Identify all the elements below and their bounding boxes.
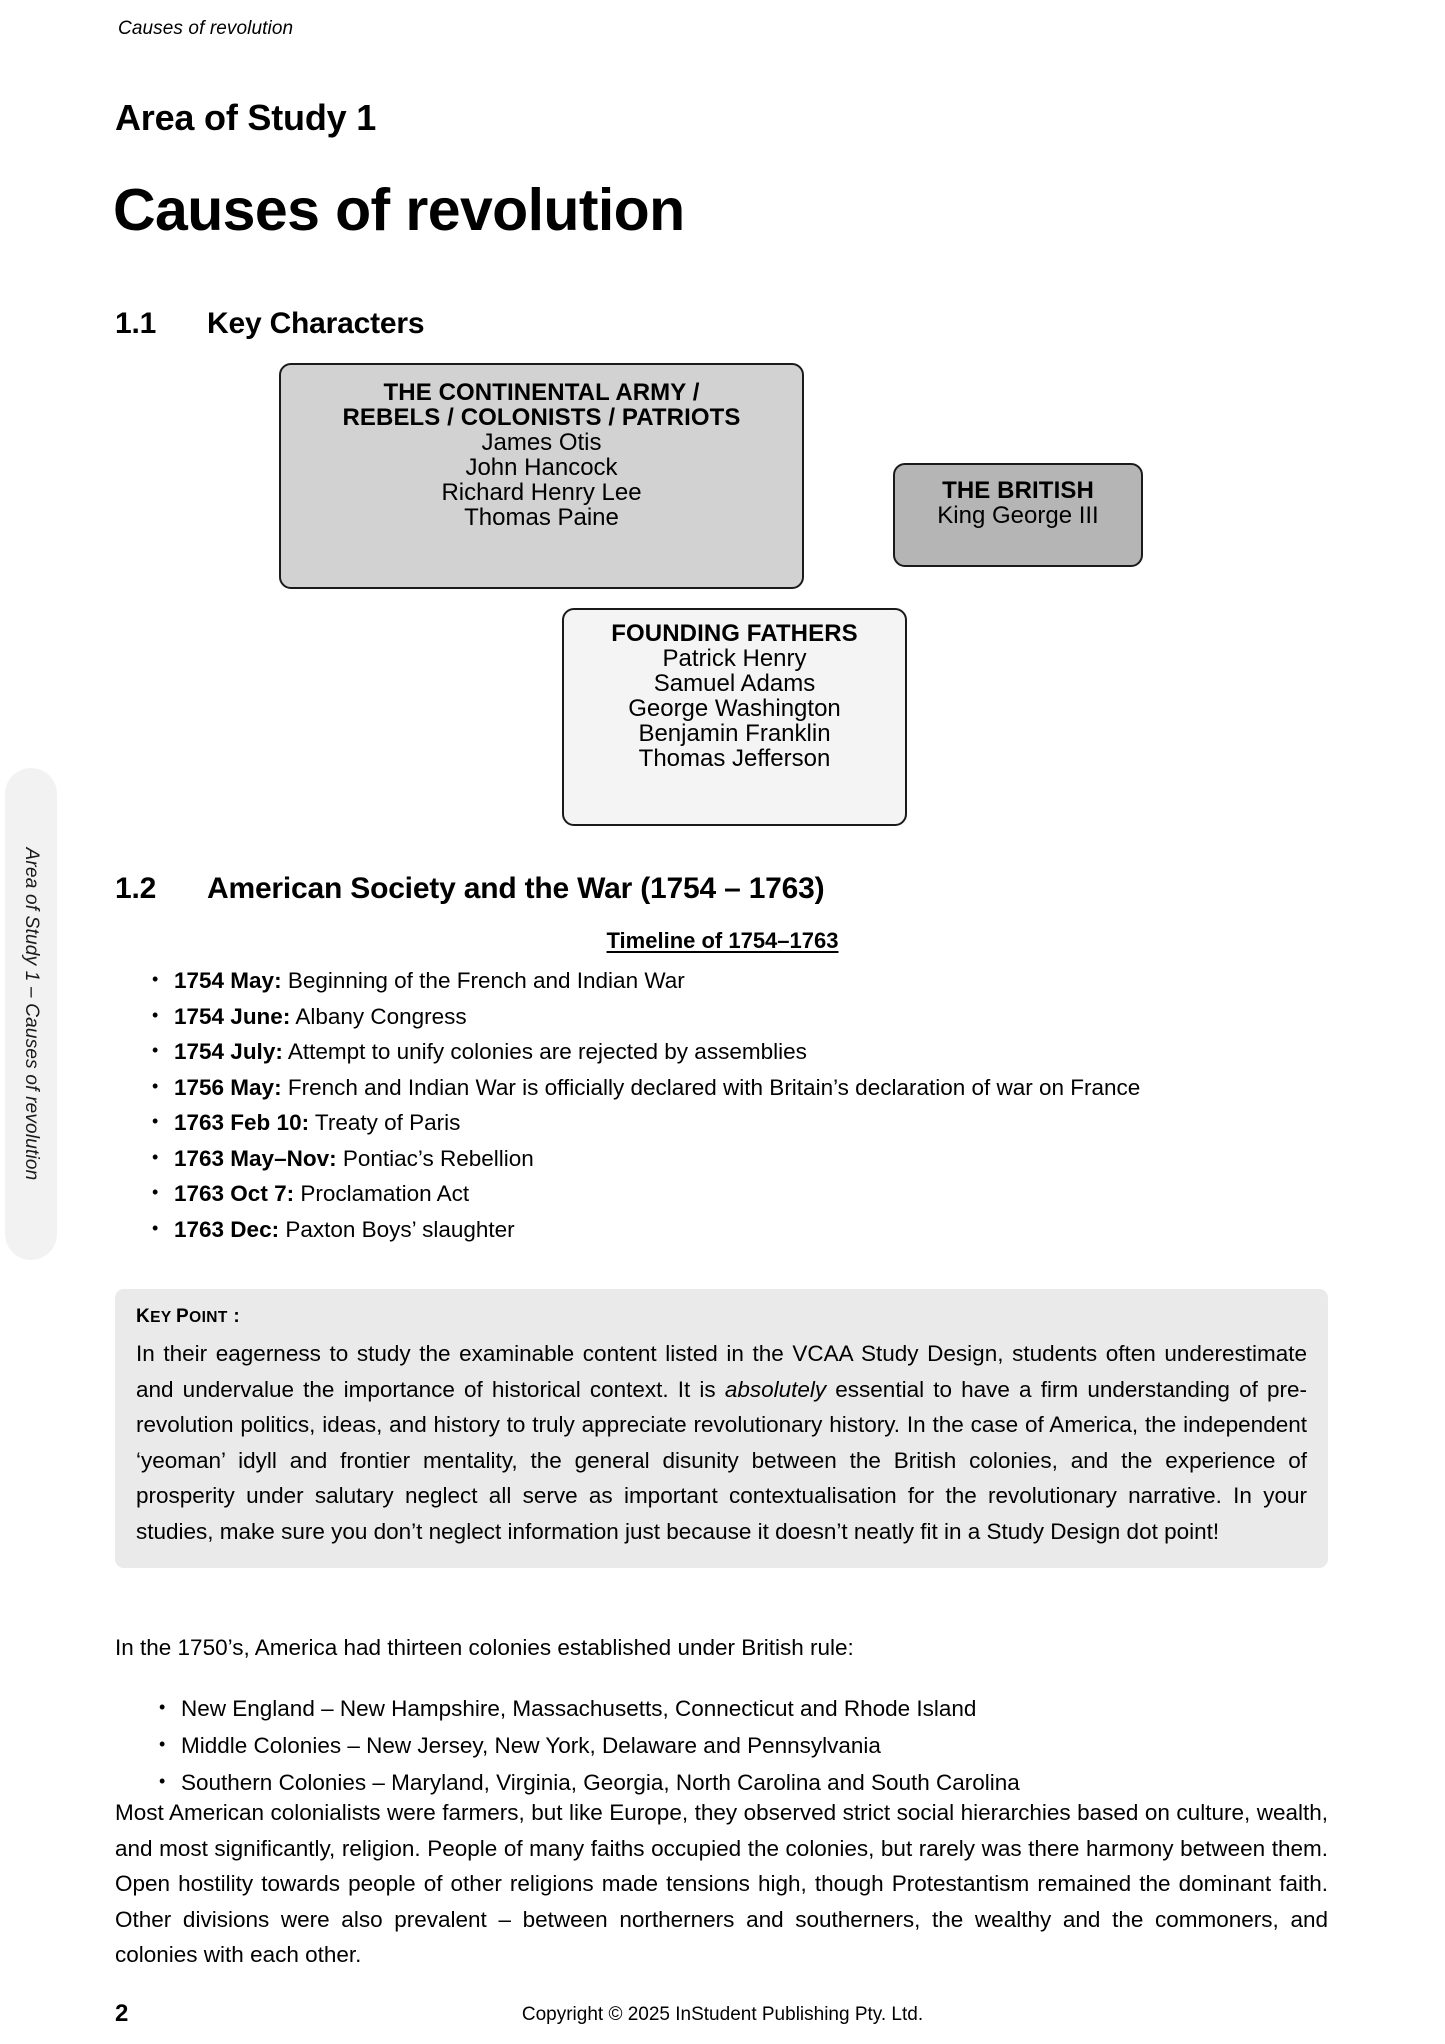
box-name: Thomas Paine (464, 503, 619, 531)
box-title: THE BRITISH (942, 477, 1094, 504)
side-tab-label: Area of Study 1 – Causes of revolution (21, 847, 42, 1181)
key-point-emphasis: absolutely (724, 1376, 827, 1402)
box-name: Benjamin Franklin (638, 719, 831, 747)
box-name: Thomas Jefferson (638, 744, 831, 772)
section-number-1-1: 1.1 (115, 307, 157, 340)
running-header: Causes of revolution (118, 18, 294, 39)
list-item (148, 1070, 1140, 1106)
timeline-text: Attempt to unify colonies are rejected by assemblies (282, 1039, 807, 1064)
box-title-line-1: THE CONTINENTAL ARMY / (383, 379, 700, 406)
list-item: • New England – New Hampshire, Massachusetts, Connecticut and Rhode Island (155, 1690, 1020, 1727)
box-name: Samuel Adams (653, 669, 816, 697)
timeline-text: Proclamation Act (294, 1181, 470, 1206)
list-item (148, 999, 1140, 1035)
box-name: King George III (937, 501, 1099, 529)
timeline-text: French and Indian War is officially declared with Britain’s declaration of war on France (281, 1074, 1141, 1100)
key-point-label (136, 1306, 1307, 1328)
key-point-label-oint: OINT (189, 1309, 228, 1326)
key-point-label-ey: EY (150, 1309, 177, 1326)
timeline-date: 1763 Feb 10: (174, 1110, 310, 1135)
timeline-text: Pontiac’s Rebellion (336, 1145, 534, 1171)
side-tab (5, 768, 57, 1260)
key-point-body (136, 1336, 1307, 1549)
box-name: George Washington (628, 694, 841, 722)
chapter-title: Causes of revolution (113, 177, 685, 243)
box-name: James Otis (481, 428, 602, 456)
timeline-heading (0, 928, 1445, 954)
section-label-1-1: Key Characters (207, 307, 425, 340)
box-name: Patrick Henry (662, 644, 807, 672)
list-item (148, 1141, 1140, 1177)
timeline-date: 1763 Oct 7: (174, 1181, 295, 1206)
list-item: • Southern Colonies – Maryland, Virginia, Georgia, North Carolina and South Carolina (155, 1764, 1020, 1801)
character-box-british (893, 463, 1143, 567)
timeline-heading-text: Timeline of 1754–1763 (606, 928, 839, 953)
timeline-text: Paxton Boys’ slaughter (279, 1216, 515, 1242)
paragraph-farmers: Most American colonialists were farmers, but like Europe, they observed strict social hierarchies based on culture, wealth, and most significantly, religion. People of many faiths occupied the colonies, but rarely was there harmony between them. Open hostility towards people of other religions made tensions high, though Protestantism remained the dominant faith. Other divisions were also prevalent – between northerners and southerners, the wealthy and the commoners, and colonies with each other. (115, 1800, 1328, 1967)
key-point-callout (115, 1289, 1328, 1568)
list-item (148, 1105, 1140, 1141)
box-title-line-2: REBELS / COLONISTS / PATRIOTS (342, 403, 741, 431)
list-item (148, 1034, 1140, 1070)
key-point-body-part-2: essential to have a firm understanding of pre-revolution politics, ideas, and history to truly appreciate revolutionary history. In the case of America, the independent ‘yeoman’ idyll and frontier mentality, the general disunity between the British colonies, and the experience of prosperity under salutary neglect all serve as important contextualisation for the revolutionary narrative. In your studies, make sure you don’t neglect information just because it doesn’t neatly fit in a Study Design dot point! (136, 1376, 1307, 1544)
key-point-label-p: P (176, 1306, 190, 1327)
key-point-label-k: K (136, 1306, 151, 1327)
timeline-text: Treaty of Paris (309, 1110, 461, 1135)
section-label-1-2: American Society and the War (1754 – 1763) (207, 872, 825, 905)
section-number-1-2: 1.2 (115, 872, 157, 905)
character-box-continental-army (279, 363, 804, 589)
list-item (148, 1212, 1140, 1248)
list-item: • Middle Colonies – New Jersey, New York, Delaware and Pennsylvania (155, 1727, 1020, 1764)
section-heading-1-1 (115, 307, 424, 341)
timeline-text: Albany Congress (290, 1003, 467, 1029)
list-item (148, 1176, 1140, 1212)
colony-groups-list (155, 1690, 1020, 1801)
timeline-date: 1756 May: (174, 1074, 282, 1100)
copyright-notice: Copyright © 2025 InStudent Publishing Pty. Ltd. (521, 2004, 924, 2025)
character-box-founding-fathers (562, 608, 907, 826)
timeline-list (148, 963, 1140, 1247)
timeline-text: Beginning of the French and Indian War (281, 968, 685, 993)
section-heading-1-2 (115, 872, 824, 906)
timeline-date: 1754 June: (174, 1003, 291, 1029)
paragraph-colonies-intro: In the 1750’s, America had thirteen colonies established under British rule: (115, 1635, 854, 1660)
box-title: FOUNDING FATHERS (611, 620, 858, 647)
timeline-date: 1754 July: (174, 1039, 283, 1064)
list-item (148, 963, 1140, 999)
key-point-body-part-1: In their eagerness to study the examinable content listed in the VCAA Study Design, students often underestimate and undervalue the importance of historical context. It is (136, 1341, 1307, 1402)
area-of-study-heading: Area of Study 1 (115, 97, 377, 138)
box-name: John Hancock (465, 453, 618, 481)
timeline-date: 1754 May: (174, 968, 282, 993)
page-number: 2 (115, 2000, 129, 2027)
key-point-label-colon: : (227, 1306, 241, 1327)
box-name: Richard Henry Lee (441, 478, 642, 506)
timeline-date: 1763 Dec: (174, 1216, 280, 1242)
timeline-date: 1763 May–Nov: (174, 1145, 337, 1171)
